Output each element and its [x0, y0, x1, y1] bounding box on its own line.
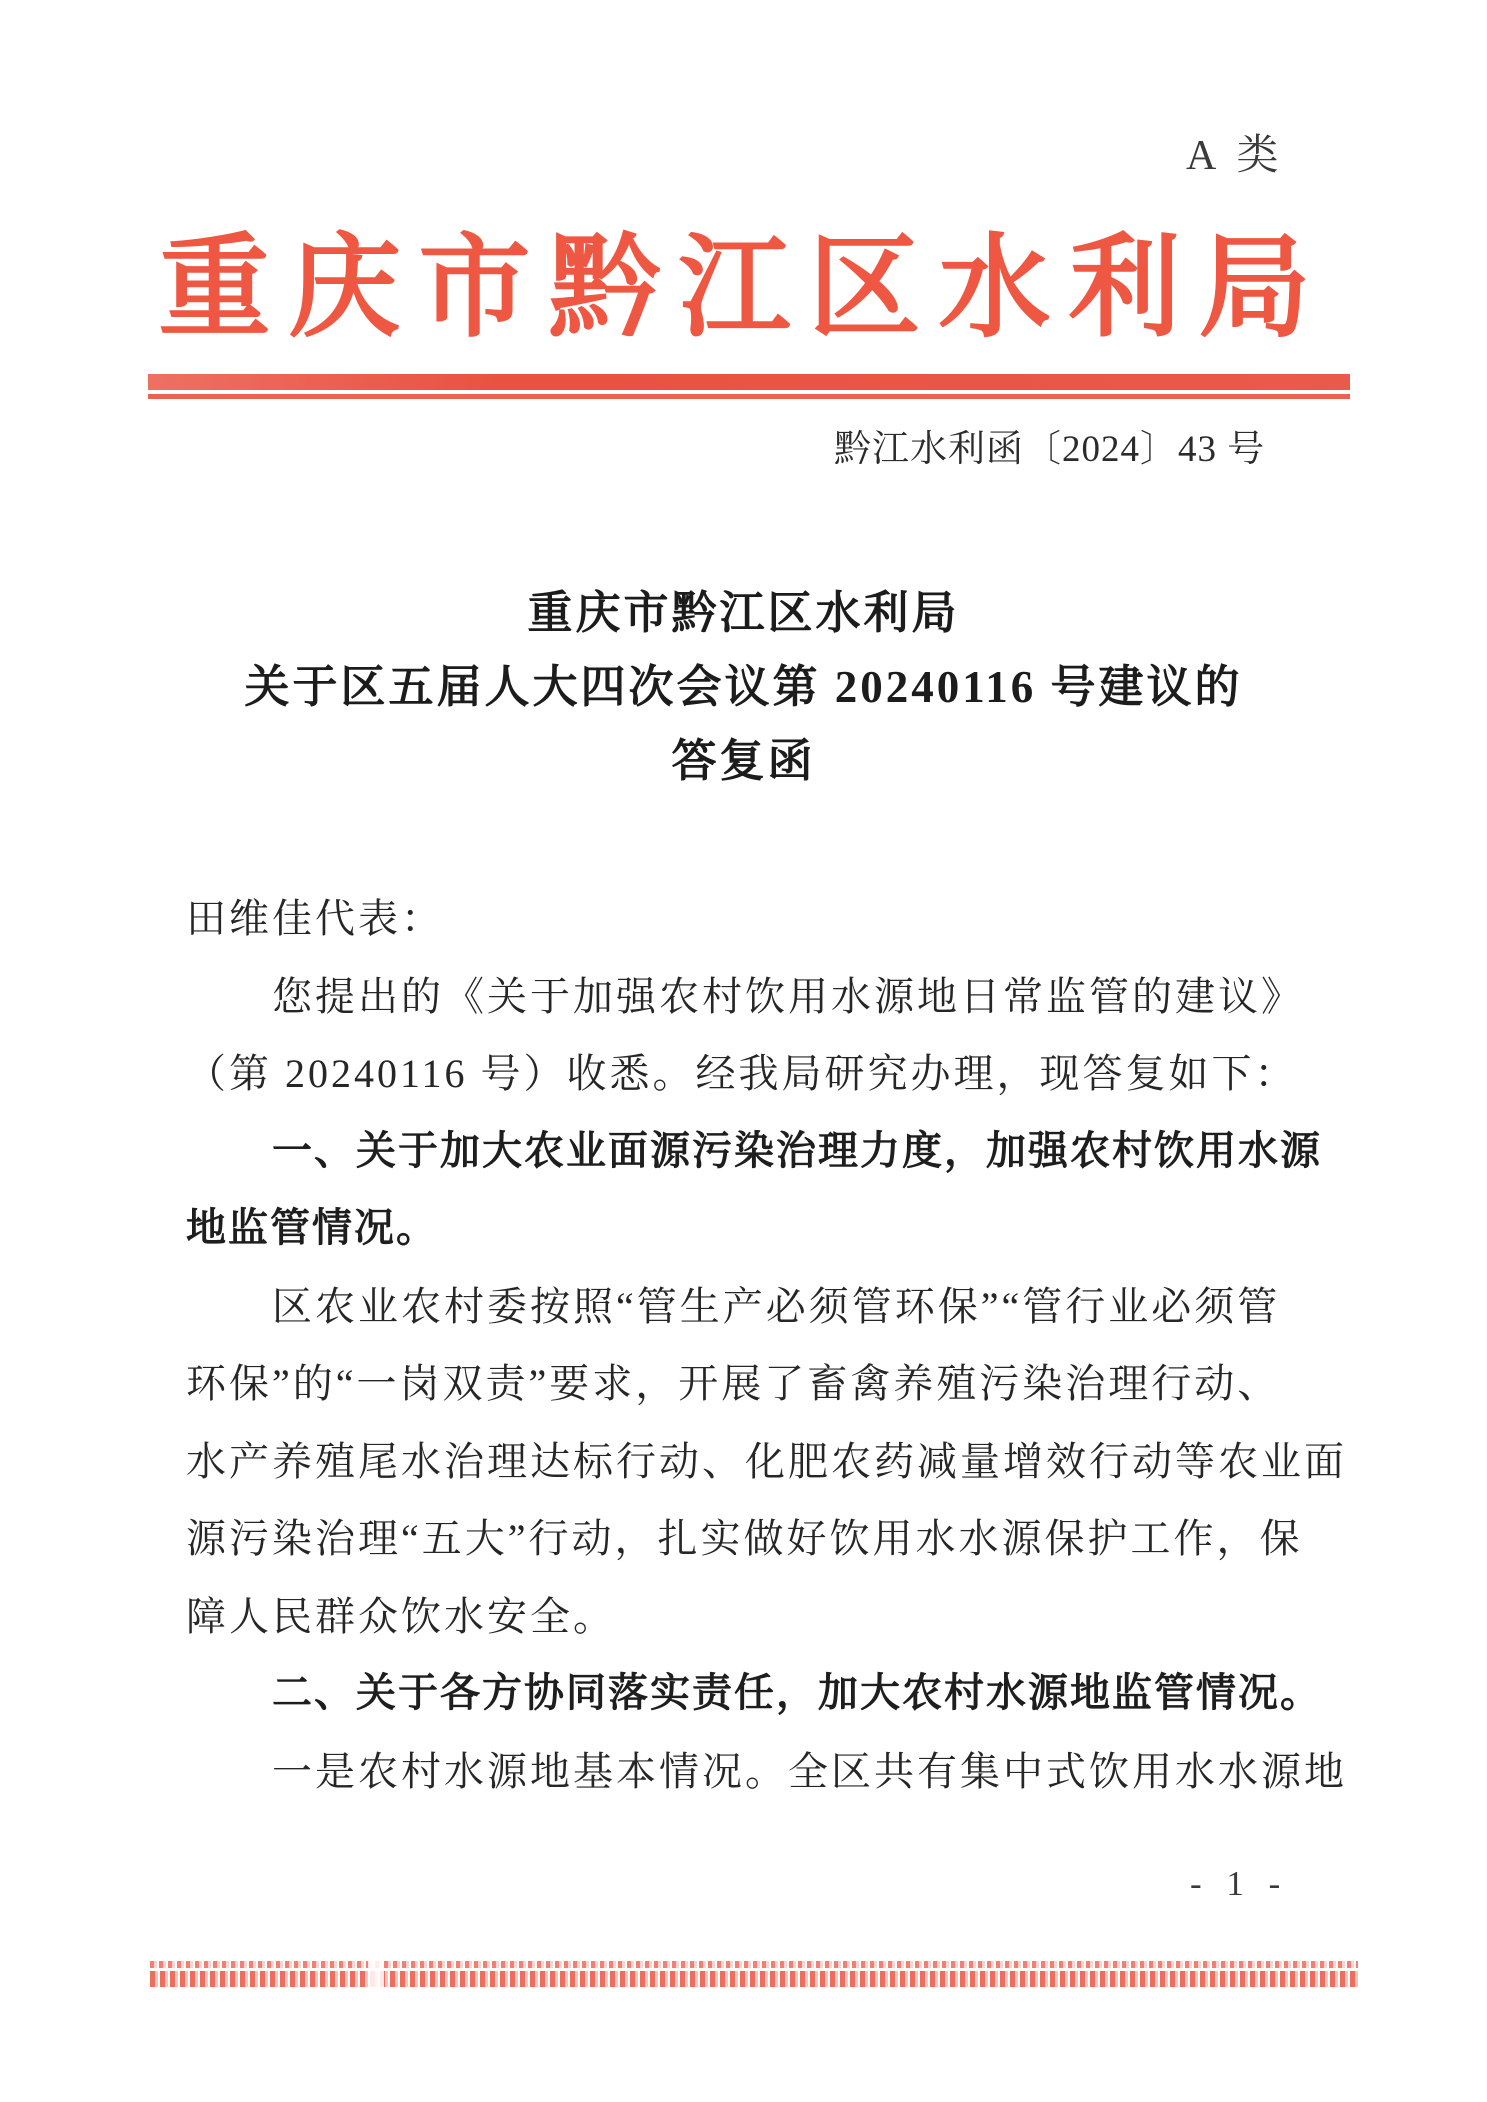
body-line: 区农业农村委按照“管生产必须管环保”“管行业必须管 — [272, 1283, 1281, 1329]
body-line: 地监管情况。 — [186, 1206, 438, 1250]
classification-label: A 类 — [1186, 133, 1285, 179]
body-line: 一是农村水源地基本情况。全区共有集中式饮用水水源地 — [272, 1748, 1347, 1794]
body-line: 水产养殖尾水治理达标行动、化肥农药减量增效行动等农业面 — [186, 1438, 1347, 1484]
document-title-line2: 关于区五届人大四次会议第 20240116 号建议的 — [244, 662, 1243, 712]
footer-rule — [150, 1961, 1358, 1987]
footer-rule-thin — [150, 1961, 1358, 1968]
document-title-line1: 重庆市黔江区水利局 — [527, 588, 960, 638]
body-line: 环保”的“一岗双责”要求，开展了畜禽养殖污染治理行动、 — [186, 1361, 1281, 1406]
body-line: 源污染治理“五大”行动，扎实做好饮用水水源保护工作，保 — [186, 1516, 1303, 1561]
agency-masthead: 重庆市黔江区水利局 — [158, 227, 1329, 351]
footer-rule-thick — [150, 1971, 1358, 1987]
masthead-rule-thick — [148, 374, 1350, 390]
masthead-rule — [148, 374, 1350, 399]
body-line: 田维佳代表： — [186, 896, 444, 941]
footer-rule-gap — [368, 1961, 384, 1991]
body-line: 您提出的《关于加强农村饮用水源地日常监管的建议》 — [272, 973, 1304, 1019]
page-number: - 1 - — [1190, 1864, 1289, 1903]
body-line: （第 20240116 号）收悉。经我局研究办理，现答复如下： — [186, 1051, 1298, 1096]
body-line: 一、关于加大农业面源污染治理力度，加强农村饮用水源 — [272, 1128, 1322, 1173]
body-line: 二、关于各方协同落实责任，加大农村水源地监管情况。 — [272, 1671, 1322, 1715]
document-title — [0, 576, 1487, 798]
document-number: 黔江水利函〔2024〕43 号 — [834, 429, 1266, 470]
body-line: 障人民群众饮水安全。 — [186, 1593, 616, 1639]
masthead-rule-thin — [148, 394, 1350, 399]
letter-body — [186, 880, 1366, 1810]
document-title-line3: 答复函 — [671, 736, 816, 786]
